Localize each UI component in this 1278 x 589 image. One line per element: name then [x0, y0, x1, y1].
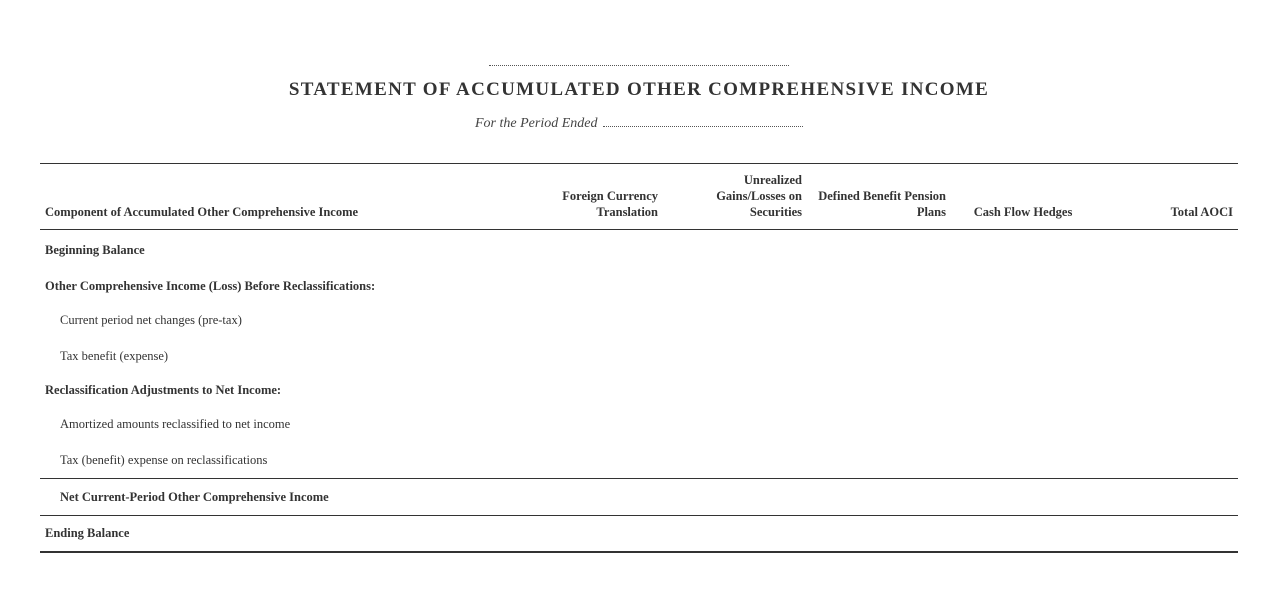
- value-cell[interactable]: [518, 302, 663, 338]
- value-cell[interactable]: [518, 516, 663, 553]
- col-header-defined-benefit: [807, 164, 951, 230]
- value-cell[interactable]: [951, 516, 1095, 553]
- period-label: For the Period Ended: [475, 116, 598, 131]
- value-cell[interactable]: [951, 406, 1095, 442]
- value-cell[interactable]: [518, 338, 663, 374]
- row-label: Tax benefit (expense): [60, 348, 169, 363]
- statement-title: STATEMENT OF ACCUMULATED OTHER COMPREHENSIVE INCOME: [288, 79, 990, 100]
- value-cell[interactable]: [807, 442, 951, 479]
- header-row: [40, 164, 1238, 230]
- value-cell[interactable]: [663, 442, 807, 479]
- value-cell[interactable]: [951, 479, 1095, 516]
- row-oci-before-reclass-header: [40, 270, 1238, 302]
- value-cell[interactable]: [951, 338, 1095, 374]
- statement-page: [40, 0, 1238, 589]
- value-cell[interactable]: [518, 230, 663, 271]
- row-amortized-amounts: [40, 406, 1238, 442]
- value-cell[interactable]: [951, 230, 1095, 271]
- col-header-unreal-line2: Gains/Losses on: [716, 189, 802, 203]
- value-cell[interactable]: [807, 338, 951, 374]
- col-header-fx-line2: Translation: [596, 205, 658, 219]
- row-tax-on-reclassifications: [40, 442, 1238, 479]
- value-cell[interactable]: [1095, 338, 1238, 374]
- value-cell[interactable]: [951, 442, 1095, 479]
- value-cell[interactable]: [663, 406, 807, 442]
- col-header-total-aoci: Total AOCI: [1095, 164, 1238, 230]
- row-net-current-period-oci: [40, 479, 1238, 516]
- row-current-period-changes: [40, 302, 1238, 338]
- entity-name-blank[interactable]: [489, 65, 789, 66]
- aoci-table: [40, 163, 1238, 553]
- section-label: Other Comprehensive Income (Loss) Before Reclassifications:: [45, 278, 376, 293]
- value-cell[interactable]: [807, 302, 951, 338]
- value-cell[interactable]: [1095, 406, 1238, 442]
- col-header-foreign-currency: [518, 164, 663, 230]
- period-subtitle: [40, 116, 1238, 132]
- value-cell[interactable]: [951, 302, 1095, 338]
- col-header-db-line1: Defined Benefit Pension: [818, 189, 946, 203]
- col-header-unreal-line3: Securities: [749, 205, 802, 219]
- value-cell[interactable]: [1095, 516, 1238, 553]
- value-cell[interactable]: [807, 230, 951, 271]
- period-date-blank[interactable]: [603, 116, 803, 127]
- value-cell[interactable]: [663, 338, 807, 374]
- row-tax-benefit: [40, 338, 1238, 374]
- col-header-fx-line1: Foreign Currency: [562, 189, 658, 203]
- section-label: Reclassification Adjustments to Net Income:: [45, 382, 282, 397]
- value-cell[interactable]: [518, 442, 663, 479]
- col-header-component: Component of Accumulated Other Comprehensive Income: [40, 164, 518, 230]
- value-cell[interactable]: [663, 302, 807, 338]
- value-cell[interactable]: [663, 230, 807, 271]
- value-cell[interactable]: [1095, 479, 1238, 516]
- value-cell[interactable]: [807, 479, 951, 516]
- col-header-unrealized-gains: [663, 164, 807, 230]
- col-header-unreal-line1: Unrealized: [743, 173, 802, 187]
- value-cell[interactable]: [1095, 442, 1238, 479]
- row-label: Ending Balance: [40, 516, 518, 553]
- value-cell[interactable]: [807, 406, 951, 442]
- row-reclass-header: [40, 374, 1238, 406]
- row-label: Net Current-Period Other Comprehensive Income: [40, 479, 518, 516]
- value-cell[interactable]: [663, 516, 807, 553]
- row-beginning-balance: [40, 230, 1238, 271]
- value-cell[interactable]: [1095, 302, 1238, 338]
- row-label: Beginning Balance: [45, 242, 145, 257]
- value-cell[interactable]: [518, 406, 663, 442]
- row-label: Amortized amounts reclassified to net income: [60, 416, 291, 431]
- value-cell[interactable]: [807, 516, 951, 553]
- value-cell[interactable]: [518, 479, 663, 516]
- row-ending-balance: [40, 516, 1238, 553]
- value-cell[interactable]: [663, 479, 807, 516]
- col-header-db-line2: Plans: [916, 205, 946, 219]
- row-label: Current period net changes (pre-tax): [60, 312, 242, 327]
- row-label: Tax (benefit) expense on reclassifications: [60, 452, 268, 467]
- col-header-cash-flow-hedges: Cash Flow Hedges: [951, 164, 1095, 230]
- value-cell[interactable]: [1095, 230, 1238, 271]
